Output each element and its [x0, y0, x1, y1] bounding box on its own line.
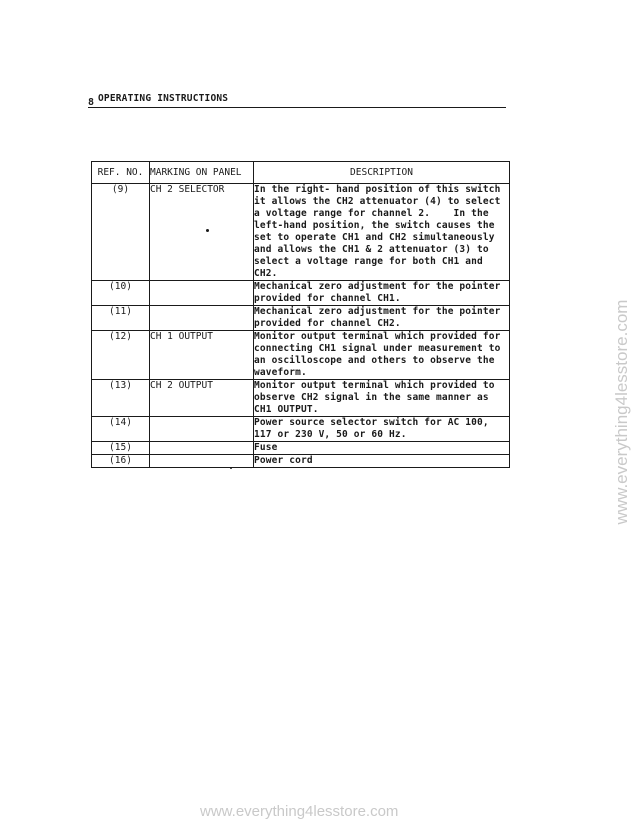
description-line: and allows the CH1 & 2 attenuator (3) to — [254, 244, 489, 255]
description-line: Fuse — [254, 442, 278, 453]
description-line: Monitor output terminal which provided for — [254, 331, 501, 342]
description-line: Mechanical zero adjustment for the pointer — [254, 281, 501, 292]
table-row — [92, 455, 510, 468]
description-cell — [254, 455, 510, 468]
ref-number-cell: (13) — [92, 380, 150, 417]
description-cell — [254, 306, 510, 331]
description-line: a voltage range for channel 2. In the — [254, 208, 489, 219]
description-line: provided for channel CH1. — [254, 293, 401, 304]
description-line: In the right- hand position of this switch — [254, 184, 501, 195]
column-header-marking: MARKING ON PANEL — [150, 162, 254, 184]
table-row — [92, 380, 510, 417]
panel-reference-table — [91, 161, 510, 468]
description-cell — [254, 442, 510, 455]
description-line: CH1 OUTPUT. — [254, 404, 319, 415]
column-header-ref-no: REF. NO. — [92, 162, 150, 184]
description-line: 117 or 230 V, 50 or 60 Hz. — [254, 429, 407, 440]
description-line: provided for channel CH2. — [254, 318, 401, 329]
ref-number-cell: (15) — [92, 442, 150, 455]
description-line: an oscilloscope and others to observe the — [254, 355, 495, 366]
table-row — [92, 184, 510, 281]
panel-marking-cell — [150, 417, 254, 442]
description-line: Power cord — [254, 455, 313, 466]
description-cell — [254, 417, 510, 442]
page-header — [88, 93, 506, 108]
description-line: Power source selector switch for AC 100, — [254, 417, 489, 428]
table-row — [92, 442, 510, 455]
page-number: 8 — [88, 97, 95, 108]
description-cell — [254, 184, 510, 281]
panel-marking-cell: CH 2 OUTPUT — [150, 380, 254, 417]
description-line: it allows the CH2 attenuator (4) to select — [254, 196, 501, 207]
table-header-row — [92, 162, 510, 184]
description-line: waveform. — [254, 367, 307, 378]
table-row — [92, 417, 510, 442]
table-row — [92, 331, 510, 380]
ref-number-cell: (9) — [92, 184, 150, 281]
description-line: CH2. — [254, 268, 278, 279]
table-row — [92, 281, 510, 306]
description-line: connecting CH1 signal under measurement to — [254, 343, 501, 354]
ref-number-cell: (16) — [92, 455, 150, 468]
panel-marking-cell — [150, 455, 254, 468]
header-title: OPERATING INSTRUCTIONS — [98, 93, 229, 104]
ref-number-cell: (14) — [92, 417, 150, 442]
description-cell — [254, 331, 510, 380]
description-line: Monitor output terminal which provided to — [254, 380, 495, 391]
panel-marking-cell — [150, 281, 254, 306]
description-cell — [254, 380, 510, 417]
description-line: observe CH2 signal in the same manner as — [254, 392, 489, 403]
scan-speck — [206, 229, 209, 232]
panel-marking-cell — [150, 442, 254, 455]
column-header-description: DESCRIPTION — [254, 162, 510, 184]
side-watermark: www.everything4lesstore.com — [612, 299, 631, 525]
ref-number-cell: (10) — [92, 281, 150, 306]
table-row — [92, 306, 510, 331]
description-line: select a voltage range for both CH1 and — [254, 256, 483, 267]
panel-marking-cell — [150, 306, 254, 331]
description-line: Mechanical zero adjustment for the pointer — [254, 306, 501, 317]
panel-marking-cell: CH 2 SELECTOR — [150, 184, 254, 281]
panel-marking-cell: CH 1 OUTPUT — [150, 331, 254, 380]
bottom-watermark: www.everything4lesstore.com — [200, 803, 399, 820]
ref-number-cell: (12) — [92, 331, 150, 380]
description-line: left-hand position, the switch causes the — [254, 220, 495, 231]
description-line: set to operate CH1 and CH2 simultaneously — [254, 232, 495, 243]
ref-number-cell: (11) — [92, 306, 150, 331]
description-cell — [254, 281, 510, 306]
scan-speck — [230, 467, 232, 469]
